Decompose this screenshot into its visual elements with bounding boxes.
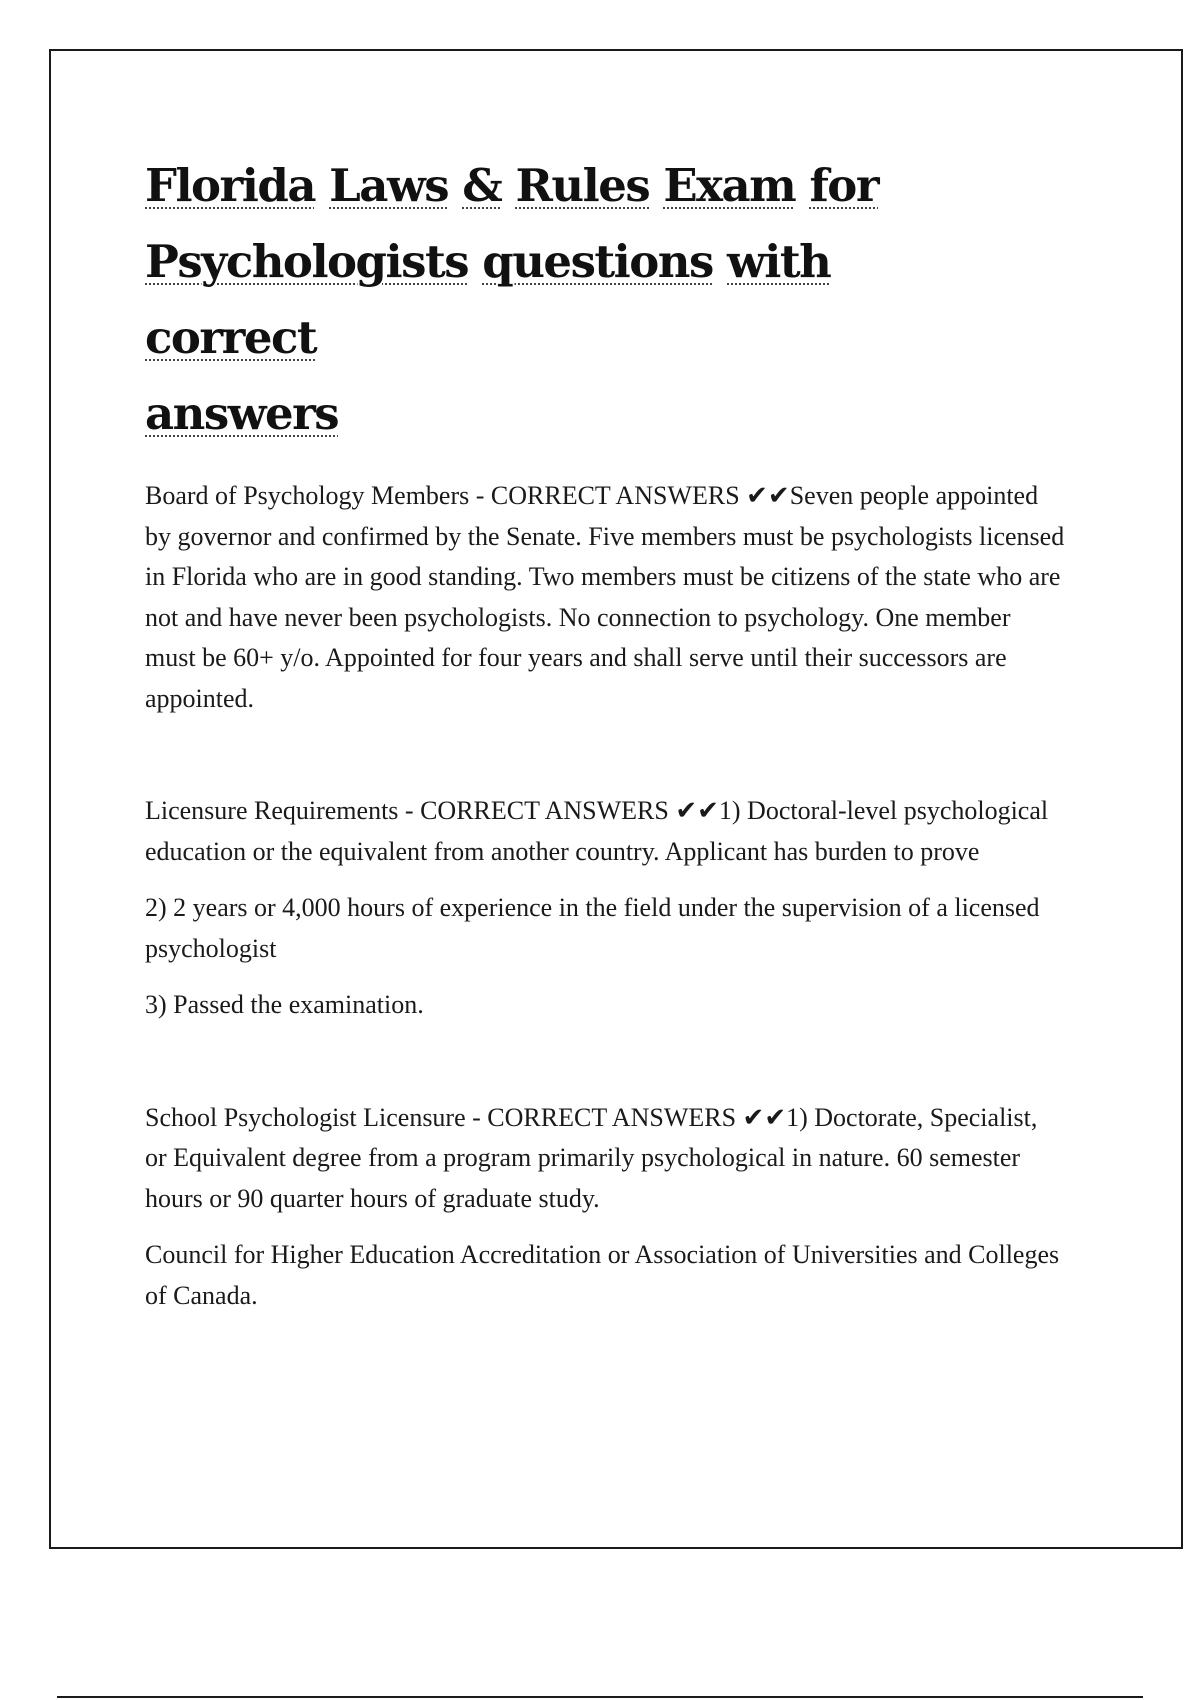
title-word: for [809, 159, 879, 212]
title-word: Psychologists [145, 235, 469, 288]
title-word: correct [145, 311, 317, 364]
answer-paragraph: Council for Higher Education Accreditation or Association of Universities and Colleges of Canada. [145, 1240, 1060, 1310]
document-title [145, 148, 1005, 452]
qa-paragraph [145, 476, 1065, 719]
title-word: Exam [663, 159, 796, 212]
question-text: Board of Psychology Members [145, 481, 470, 510]
answer-text: Seven people appointed by governor and confirmed by the Senate. Five members must be psychologists licensed in Florida who are in good standing. Two members must be citizens of the state who are not and have never been psychologists. No connection to psychology. One member must be 60+ y/o. Appointed for four years and shall serve until their successors are appointed. [145, 481, 1065, 713]
question-text: School Psychologist Licensure [145, 1102, 466, 1132]
title-word: answers [145, 387, 339, 440]
question-text: Licensure Requirements [145, 796, 399, 825]
title-word: & [462, 159, 502, 212]
title-word: Rules [515, 159, 650, 212]
answer-text: 1) Doctorate, Specialist, or Equivalent degree from a program primarily psychological in nature. 60 semester hours or 90 quarter hours of graduate study. [145, 1102, 1038, 1213]
answer-paragraph: 3) Passed the examination. [145, 990, 424, 1019]
answer-separator: - CORRECT ANSWERS ✔✔ [465, 1102, 787, 1132]
title-word: Laws [329, 159, 449, 212]
qa-section-board-members [145, 476, 1065, 719]
answer-paragraph: 2) 2 years or 4,000 hours of experience in the field under the supervision of a licensed psychologist [145, 893, 1040, 963]
answer-separator: - CORRECT ANSWERS ✔✔ [398, 796, 719, 825]
footer-divider [57, 1696, 1143, 1698]
qa-section-licensure-requirements [145, 791, 1065, 1026]
qa-paragraph [145, 1098, 1065, 1220]
qa-section-school-psychologist [145, 1098, 1065, 1317]
qa-paragraph [145, 791, 1065, 872]
title-word: Florida [145, 159, 315, 212]
title-word: questions [482, 235, 713, 288]
document-body [145, 476, 1065, 1388]
answer-text: 1) Doctoral-level psychological education or the equivalent from another country. Applicant has burden to prove [145, 796, 1049, 866]
title-word: with [727, 235, 831, 288]
answer-separator: - CORRECT ANSWERS ✔✔ [469, 481, 790, 510]
